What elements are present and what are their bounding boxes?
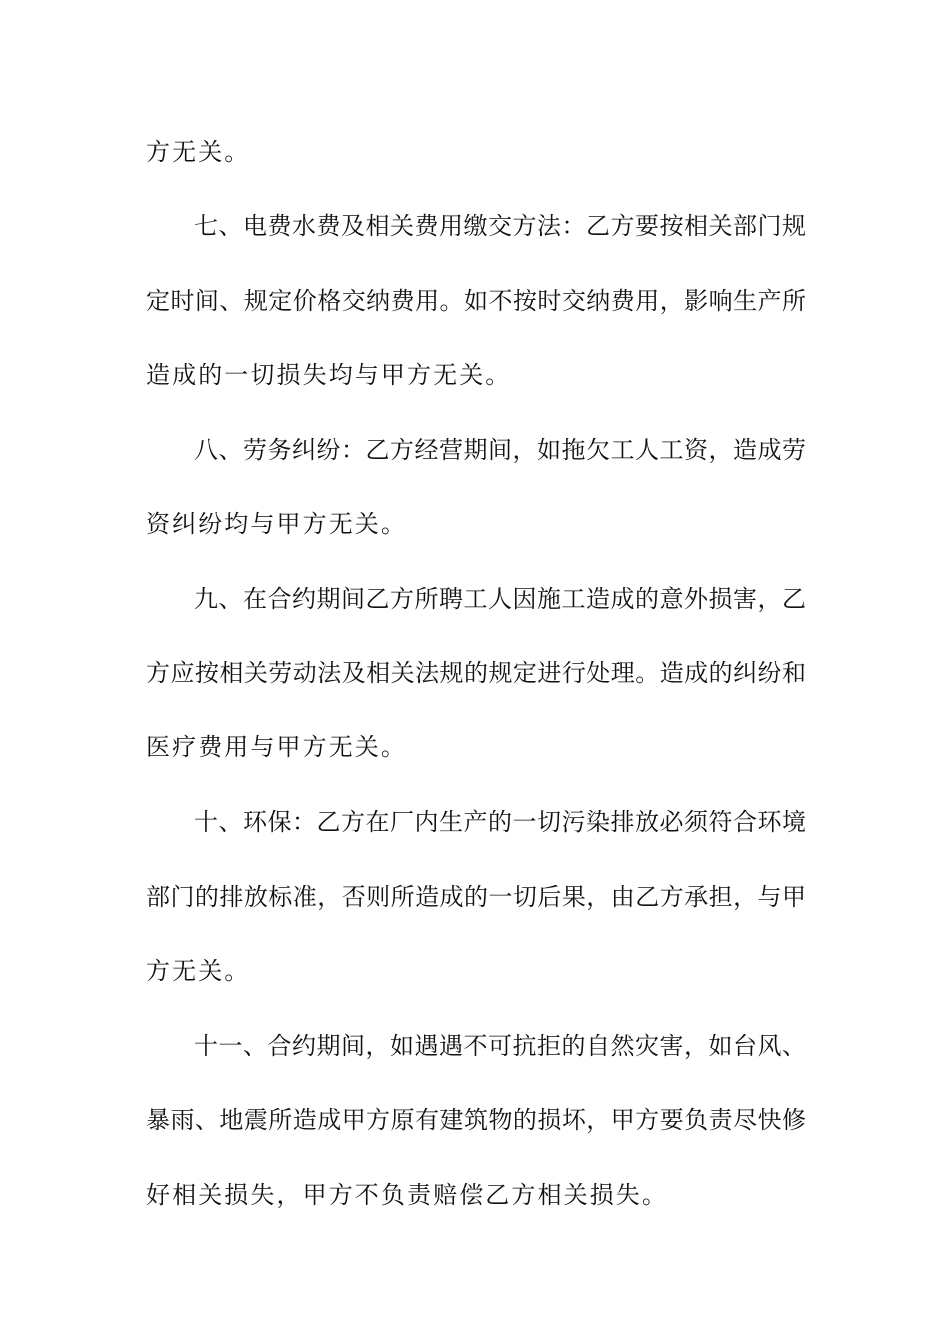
clause-9-line-2: 方应按相关劳动法及相关法规的规定进行处理。造成的纠纷和	[146, 659, 806, 687]
clause-9-line-3: 医疗费用与甲方无关。	[146, 733, 407, 761]
clause-8-line-2: 资纠纷均与甲方无关。	[146, 510, 407, 538]
clause-7-line-1: 七、电费水费及相关费用缴交方法：乙方要按相关部门规	[194, 212, 806, 240]
clause-10-line-2: 部门的排放标准，否则所造成的一切后果，由乙方承担，与甲	[146, 883, 806, 911]
text-line-1: 方无关。	[146, 138, 251, 166]
clause-9-line-1: 九、在合约期间乙方所聘工人因施工造成的意外损害，乙	[194, 585, 806, 613]
clause-10-line-3: 方无关。	[146, 957, 251, 985]
clause-11-line-3: 好相关损失，甲方不负责赔偿乙方相关损失。	[146, 1181, 668, 1209]
clause-10-line-1: 十、环保：乙方在厂内生产的一切污染排放必须符合环境	[194, 808, 806, 836]
clause-7-line-2: 定时间、规定价格交纳费用。如不按时交纳费用，影响生产所	[146, 287, 806, 315]
clause-11-line-2: 暴雨、地震所造成甲方原有建筑物的损坏，甲方要负责尽快修	[146, 1106, 806, 1134]
clause-7-line-3: 造成的一切损失均与甲方无关。	[146, 361, 512, 389]
clause-8-line-1: 八、劳务纠纷：乙方经营期间，如拖欠工人工资，造成劳	[194, 436, 806, 464]
clause-11-line-1: 十一、合约期间，如遇遇不可抗拒的自然灾害，如台风、	[194, 1032, 806, 1060]
